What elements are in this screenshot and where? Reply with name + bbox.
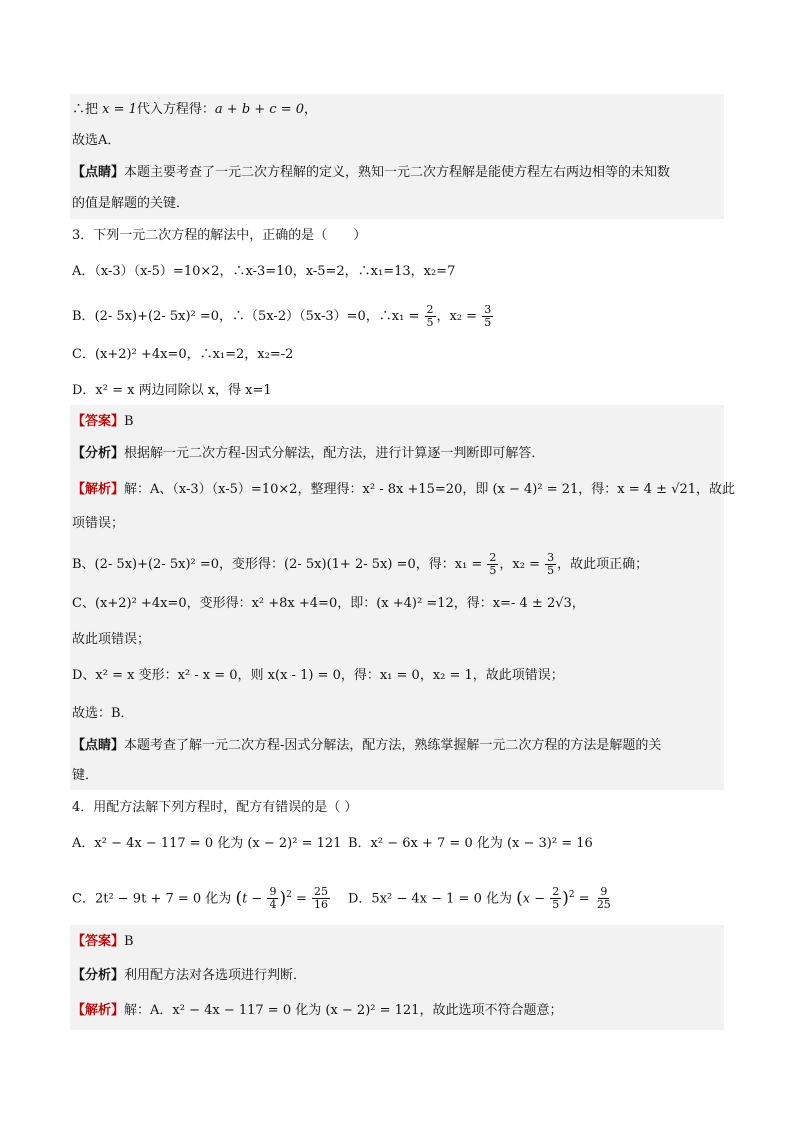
q3-option-b: B．(2- 5x)+(2- 5x)² =0，∴（5x-2）（5x-3）=0，∴x₁ = $\frac{2}{5}$ ，x₂ = $\frac{3}{5}$: [72, 303, 492, 329]
q3-stem: 3．下列一元二次方程的解法中，正确的是（ ）: [72, 228, 367, 243]
q3-dianjing-line1: 【点睛】本题考查了解一元二次方程-因式分解法，配方法，熟练掌握解一元二次方程的方法是解题的关: [72, 738, 662, 753]
q4-solution-line1: 【解析】解：A．x² − 4x − 117 = 0 化为 (x − 2)² = 121，故此选项不符合题意；: [72, 1003, 563, 1018]
q3-option-a: A．（x-3）（x-5）=10×2，∴x-3=10，x-5=2，∴x₁=13，x₂=7: [72, 264, 456, 279]
q4-option-b: B．x² − 6x + 7 = 0 化为 (x − 3)² = 16: [348, 836, 593, 851]
q3-analysis: 【分析】根据解一元二次方程-因式分解法，配方法，进行计算逐一判断即可解答．: [72, 446, 545, 461]
q3-dianjing-line2: 键．: [72, 768, 99, 783]
q4-stem: 4．用配方法解下列方程时，配方有错误的是（ ）: [72, 800, 358, 815]
prev-dianjing-line1: 【点睛】本题主要考查了一元二次方程解的定义，熟知一元二次方程解是能使方程左右两边相等的未知数: [72, 165, 671, 180]
q3-solution-line5: 故此项错误；: [72, 632, 151, 647]
prev-dianjing-line2: 的值是解题的关键．: [72, 196, 190, 211]
q4-option-c: C．2t² − 9t + 7 = 0 化为 (t − $\frac{9}{4}$ )$^2$ = $\frac{25}{16}$: [72, 885, 329, 912]
q4-analysis: 【分析】利用配方法对各选项进行判断．: [72, 968, 307, 983]
q4-option-a: A．x² − 4x − 117 = 0 化为 (x − 2)² = 121: [72, 836, 342, 851]
q3-solution-line6: D、x² = x 变形：x² - x = 0，则 x(x - 1) = 0，得：x₁ = 0，x₂ = 1，故此项错误；: [72, 668, 564, 683]
q3-solution-line7: 故选：B．: [72, 706, 134, 721]
q3-solution-line1: 【解析】解：A、（x-3）（x-5）=10×2，整理得：x² - 8x +15=20，即 (x − 4)² = 21，得：x = 4 ± √21，故此: [72, 482, 736, 497]
q3-solution-line3: B、(2- 5x)+(2- 5x)² =0，变形得：(2- 5x)(1+ 2- 5x) =0，得：x₁ = $\frac{2}{5}$ ，x₂ = $\frac{3}{5}$ ，故此项正确；: [72, 551, 649, 577]
q4-option-d: D．5x² − 4x − 1 = 0 化为 (x − $\frac{2}{5}$ )$^2$ = $\frac{9}{25}$: [348, 885, 611, 912]
q3-option-d: D．x² = x 两边同除以 x，得 x=1: [72, 383, 272, 398]
q4-answer: 【答案】B: [72, 934, 134, 949]
q3-solution-line2: 项错误；: [72, 516, 125, 531]
q3-answer: 【答案】B: [72, 414, 134, 429]
q3-solution-line4: C、(x+2)² +4x=0，变形得：x² +8x +4=0，即：(x +4)² =12，得：x=- 4 ± 2√3，: [72, 596, 585, 611]
q3-option-c: C．(x+2)² +4x=0，∴x₁=2，x₂=-2: [72, 347, 294, 362]
prev-substitution-line: ∴把 x = 1代入方程得：a + b + c = 0，: [72, 102, 318, 117]
prev-choice-line: 故选A．: [72, 133, 121, 148]
